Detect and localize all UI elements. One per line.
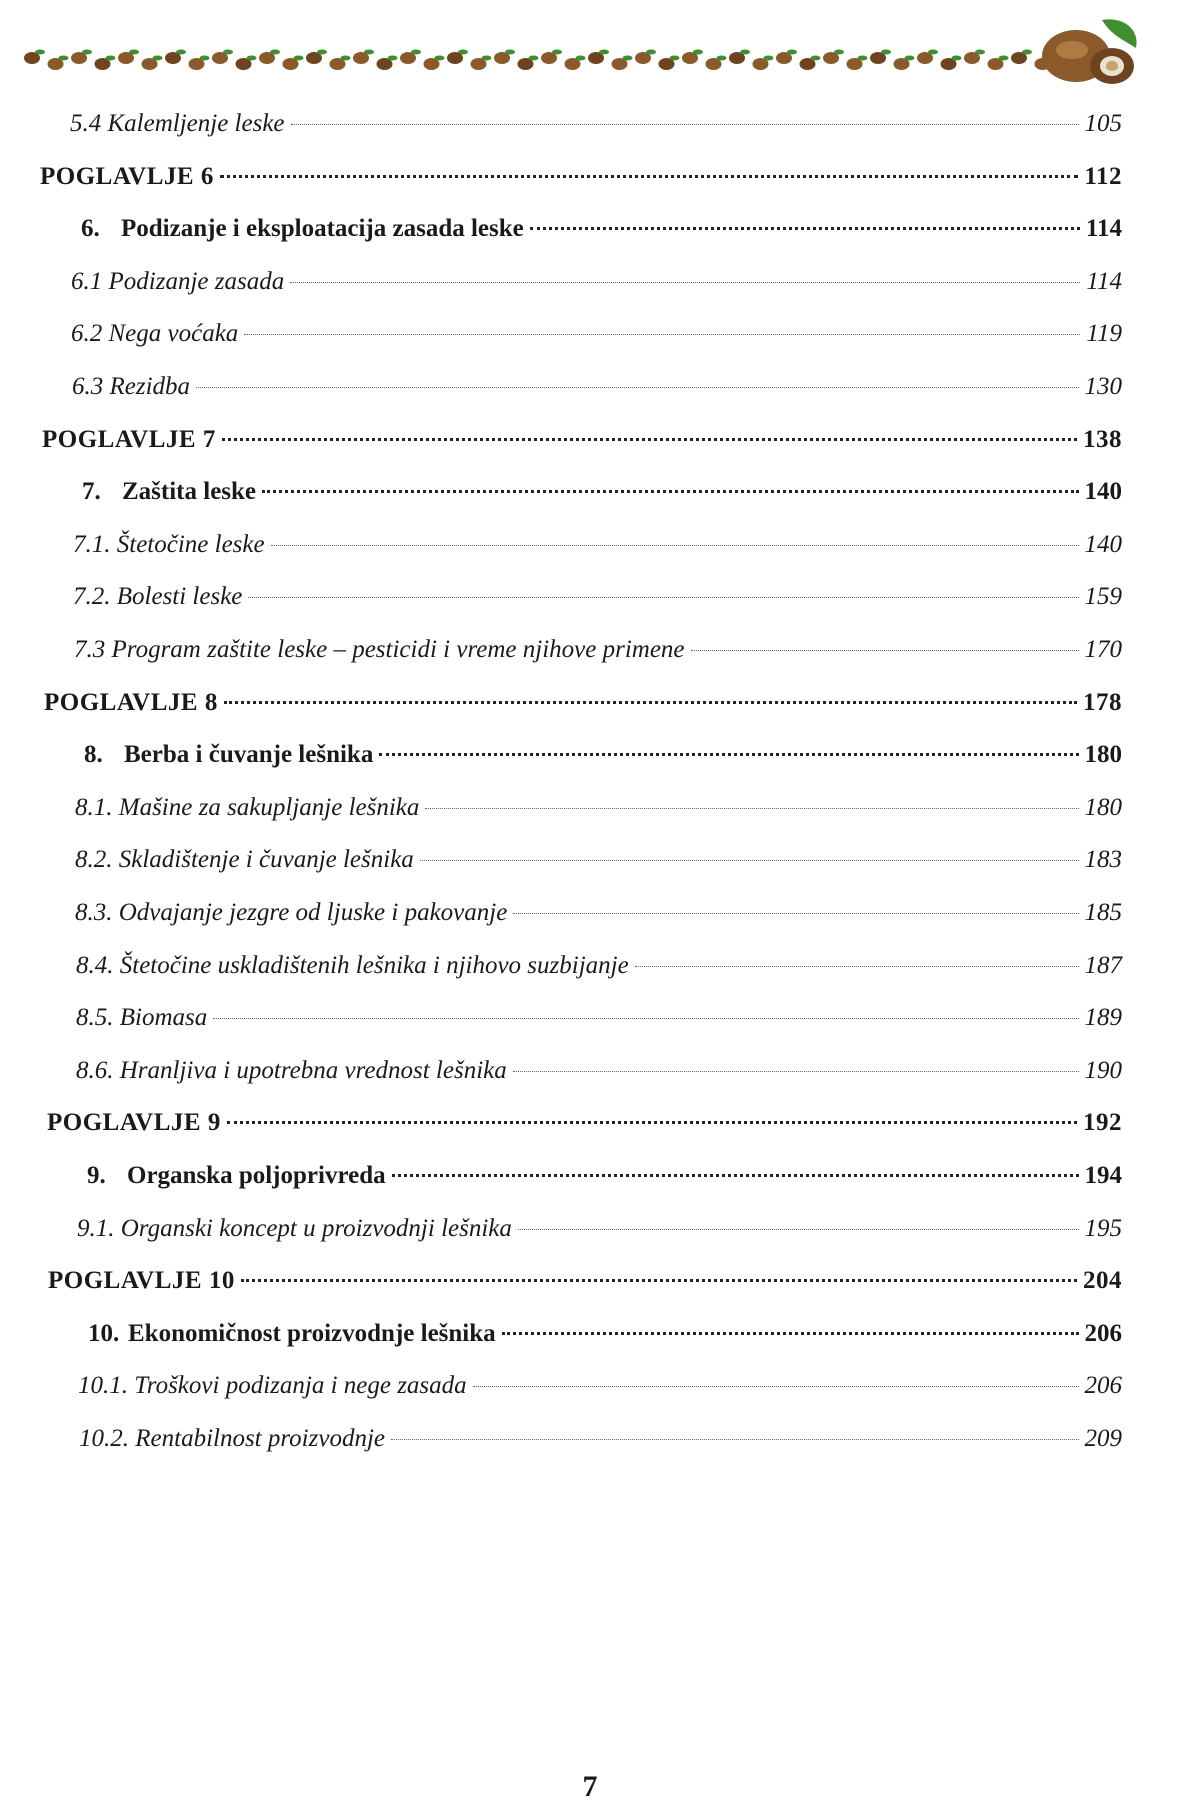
- toc-entry-label: Organska poljoprivreda: [127, 1162, 386, 1189]
- toc-page-number: 130: [1084, 373, 1122, 400]
- toc-entry-label: 10.1. Troškovi podizanja i nege zasada: [78, 1372, 467, 1400]
- toc-entry-label: POGLAVLJE 7: [42, 425, 216, 453]
- toc-entry: [40, 163, 1122, 203]
- toc-page-number: 159: [1084, 583, 1122, 611]
- toc-page-number: 204: [1083, 1267, 1122, 1295]
- toc-page-number: 114: [1086, 267, 1122, 295]
- toc-section-number: 10.: [88, 1319, 120, 1347]
- dot-leader: [392, 1174, 1079, 1177]
- toc-entry-label: POGLAVLJE 10: [48, 1267, 235, 1295]
- toc-entry: [74, 636, 1122, 676]
- toc-entry-label: 7.2. Bolesti leske: [73, 583, 243, 611]
- toc-entry-title: [79, 1425, 385, 1453]
- hazelnut-icon: [1032, 14, 1142, 92]
- toc-entry: [76, 952, 1122, 992]
- toc-entry-title: [73, 583, 242, 611]
- toc-entry: [78, 1372, 1122, 1412]
- toc-entry-title: [88, 1320, 496, 1348]
- table-of-contents: [0, 110, 1180, 1510]
- toc-entry-label: 6.3 Rezidba: [72, 373, 191, 400]
- toc-page-number: 119: [1086, 320, 1122, 348]
- toc-entry: [75, 899, 1122, 939]
- toc-page-number: 140: [1084, 478, 1122, 506]
- dot-leader: [248, 597, 1078, 598]
- toc-entry-label: 6.1 Podizanje zasada: [71, 267, 285, 295]
- hazelnut-border-decoration: [24, 40, 1104, 80]
- toc-entry-label: POGLAVLJE 9: [47, 1109, 221, 1137]
- toc-entry: [72, 373, 1122, 413]
- dot-leader: [530, 227, 1080, 230]
- toc-entry-title: [47, 1109, 221, 1137]
- toc-page-number: 209: [1084, 1425, 1122, 1452]
- toc-entry: [87, 1162, 1122, 1202]
- toc-entry-title: [76, 1057, 507, 1085]
- toc-entry: [75, 846, 1122, 886]
- toc-entry-title: [75, 899, 507, 927]
- toc-page-number: 180: [1084, 793, 1122, 821]
- toc-entry: [71, 320, 1122, 360]
- toc-entry-label: 7.3 Program zaštite leske – pesticidi i vreme njihove primene: [74, 636, 685, 663]
- toc-page-number: 187: [1084, 951, 1122, 979]
- toc-entry: [76, 1004, 1122, 1044]
- toc-entry-title: [72, 373, 190, 401]
- toc-page-number: 178: [1083, 688, 1122, 716]
- dot-leader: [391, 1439, 1079, 1440]
- toc-entry-title: [70, 110, 285, 138]
- toc-entry: [73, 583, 1122, 623]
- dot-leader: [513, 913, 1078, 914]
- dot-leader: [196, 387, 1078, 388]
- dot-leader: [425, 808, 1078, 809]
- dot-leader: [420, 860, 1079, 861]
- toc-entry-title: [74, 636, 685, 664]
- toc-entry: [70, 110, 1122, 150]
- toc-entry-label: 8.5. Biomasa: [76, 1004, 208, 1032]
- dot-leader: [473, 1386, 1079, 1387]
- toc-entry-label: 8.1. Mašine za sakupljanje lešnika: [75, 793, 420, 821]
- toc-page-number: 112: [1084, 162, 1122, 190]
- dot-leader: [518, 1229, 1079, 1230]
- dot-leader: [635, 966, 1079, 967]
- toc-entry: [42, 426, 1122, 466]
- toc-entry: [75, 794, 1122, 834]
- toc-page-number: 140: [1084, 530, 1122, 558]
- toc-entry-label: 7.1. Štetočine leske: [73, 530, 265, 558]
- toc-entry: [71, 268, 1122, 308]
- dot-leader: [271, 545, 1079, 546]
- dot-leader: [244, 334, 1080, 335]
- toc-entry-label: Podizanje i eksploatacija zasada leske: [121, 215, 524, 243]
- toc-page-number: 189: [1084, 1004, 1122, 1032]
- toc-entry-title: [87, 1162, 386, 1190]
- toc-entry: [88, 1320, 1122, 1360]
- toc-entry: [77, 1215, 1122, 1255]
- toc-entry-label: 8.6. Hranljiva i upotrebna vrednost lešnika: [76, 1056, 507, 1084]
- toc-page-number: 185: [1084, 899, 1122, 926]
- dot-leader: [227, 1121, 1077, 1124]
- toc-entry-title: [77, 1215, 512, 1243]
- toc-page-number: 190: [1084, 1056, 1122, 1084]
- toc-page-number: 195: [1084, 1214, 1122, 1242]
- toc-entry-title: [71, 320, 238, 348]
- dot-leader: [262, 490, 1078, 493]
- toc-entry-label: POGLAVLJE 8: [44, 688, 218, 716]
- toc-section-number: 7.: [82, 478, 101, 506]
- toc-page-number: 105: [1084, 110, 1122, 137]
- dot-leader: [502, 1332, 1079, 1335]
- toc-entry-label: 10.2. Rentabilnost proizvodnje: [79, 1425, 385, 1452]
- toc-entry-title: [71, 268, 284, 296]
- toc-entry-label: 9.1. Organski koncept u proizvodnji lešnika: [77, 1214, 512, 1242]
- toc-entry: [73, 531, 1122, 571]
- toc-page-number: 192: [1083, 1109, 1122, 1137]
- toc-entry-label: Berba i čuvanje lešnika: [124, 741, 374, 769]
- toc-entry-label: POGLAVLJE 6: [40, 162, 214, 190]
- dot-leader: [691, 650, 1079, 651]
- toc-entry-label: Ekonomičnost proizvodnje lešnika: [128, 1319, 496, 1347]
- toc-entry-label: Zaštita leske: [122, 478, 257, 506]
- toc-entry: [76, 1057, 1122, 1097]
- toc-entry-title: [73, 531, 265, 559]
- toc-entry-label: 8.4. Štetočine uskladištenih lešnika i njihovo suzbijanje: [76, 951, 629, 979]
- dot-leader: [290, 282, 1080, 283]
- toc-entry-title: [75, 846, 414, 874]
- toc-entry: [81, 215, 1122, 255]
- toc-entry-title: [48, 1267, 235, 1295]
- toc-page-number: 183: [1084, 846, 1122, 874]
- toc-section-number: 6.: [81, 215, 100, 243]
- toc-entry: [84, 741, 1122, 781]
- toc-entry-title: [40, 163, 214, 191]
- toc-entry-label: 6.2 Nega voćaka: [71, 320, 239, 348]
- toc-page-number: 138: [1083, 425, 1122, 453]
- toc-entry: [82, 478, 1122, 518]
- dot-leader: [379, 753, 1078, 756]
- page-number: 7: [582, 1770, 598, 1803]
- dot-leader: [213, 1018, 1078, 1019]
- toc-entry-title: [42, 426, 216, 454]
- dot-leader: [241, 1279, 1077, 1282]
- toc-entry-title: [81, 215, 524, 243]
- toc-entry-title: [78, 1372, 467, 1400]
- toc-page-number: 206: [1084, 1372, 1122, 1400]
- toc-entry-title: [82, 478, 256, 506]
- toc-page-number: 180: [1084, 741, 1122, 769]
- dot-leader: [220, 175, 1079, 178]
- toc-entry-title: [76, 1004, 207, 1032]
- toc-page-number: 206: [1084, 1319, 1122, 1347]
- dot-leader: [222, 438, 1077, 441]
- toc-page-number: 170: [1084, 636, 1122, 663]
- toc-entry-title: [75, 794, 419, 822]
- toc-entry-label: 8.3. Odvajanje jezgre od ljuske i pakovanje: [75, 899, 508, 926]
- toc-entry-title: [76, 952, 629, 980]
- toc-entry-title: [44, 689, 218, 717]
- toc-entry: [48, 1267, 1122, 1307]
- toc-page-number: 114: [1085, 215, 1122, 243]
- toc-section-number: 8.: [84, 741, 103, 769]
- toc-entry-title: [84, 741, 373, 769]
- dot-leader: [224, 701, 1077, 704]
- toc-section-number: 9.: [87, 1162, 106, 1189]
- toc-entry: [79, 1425, 1122, 1465]
- dot-leader: [513, 1071, 1079, 1072]
- toc-entry-label: 8.2. Skladištenje i čuvanje lešnika: [75, 846, 414, 874]
- toc-page-number: 194: [1084, 1162, 1122, 1189]
- toc-entry-label: 5.4 Kalemljenje leske: [70, 110, 285, 137]
- dot-leader: [291, 124, 1079, 125]
- toc-entry: [44, 689, 1122, 729]
- toc-entry: [47, 1109, 1122, 1149]
